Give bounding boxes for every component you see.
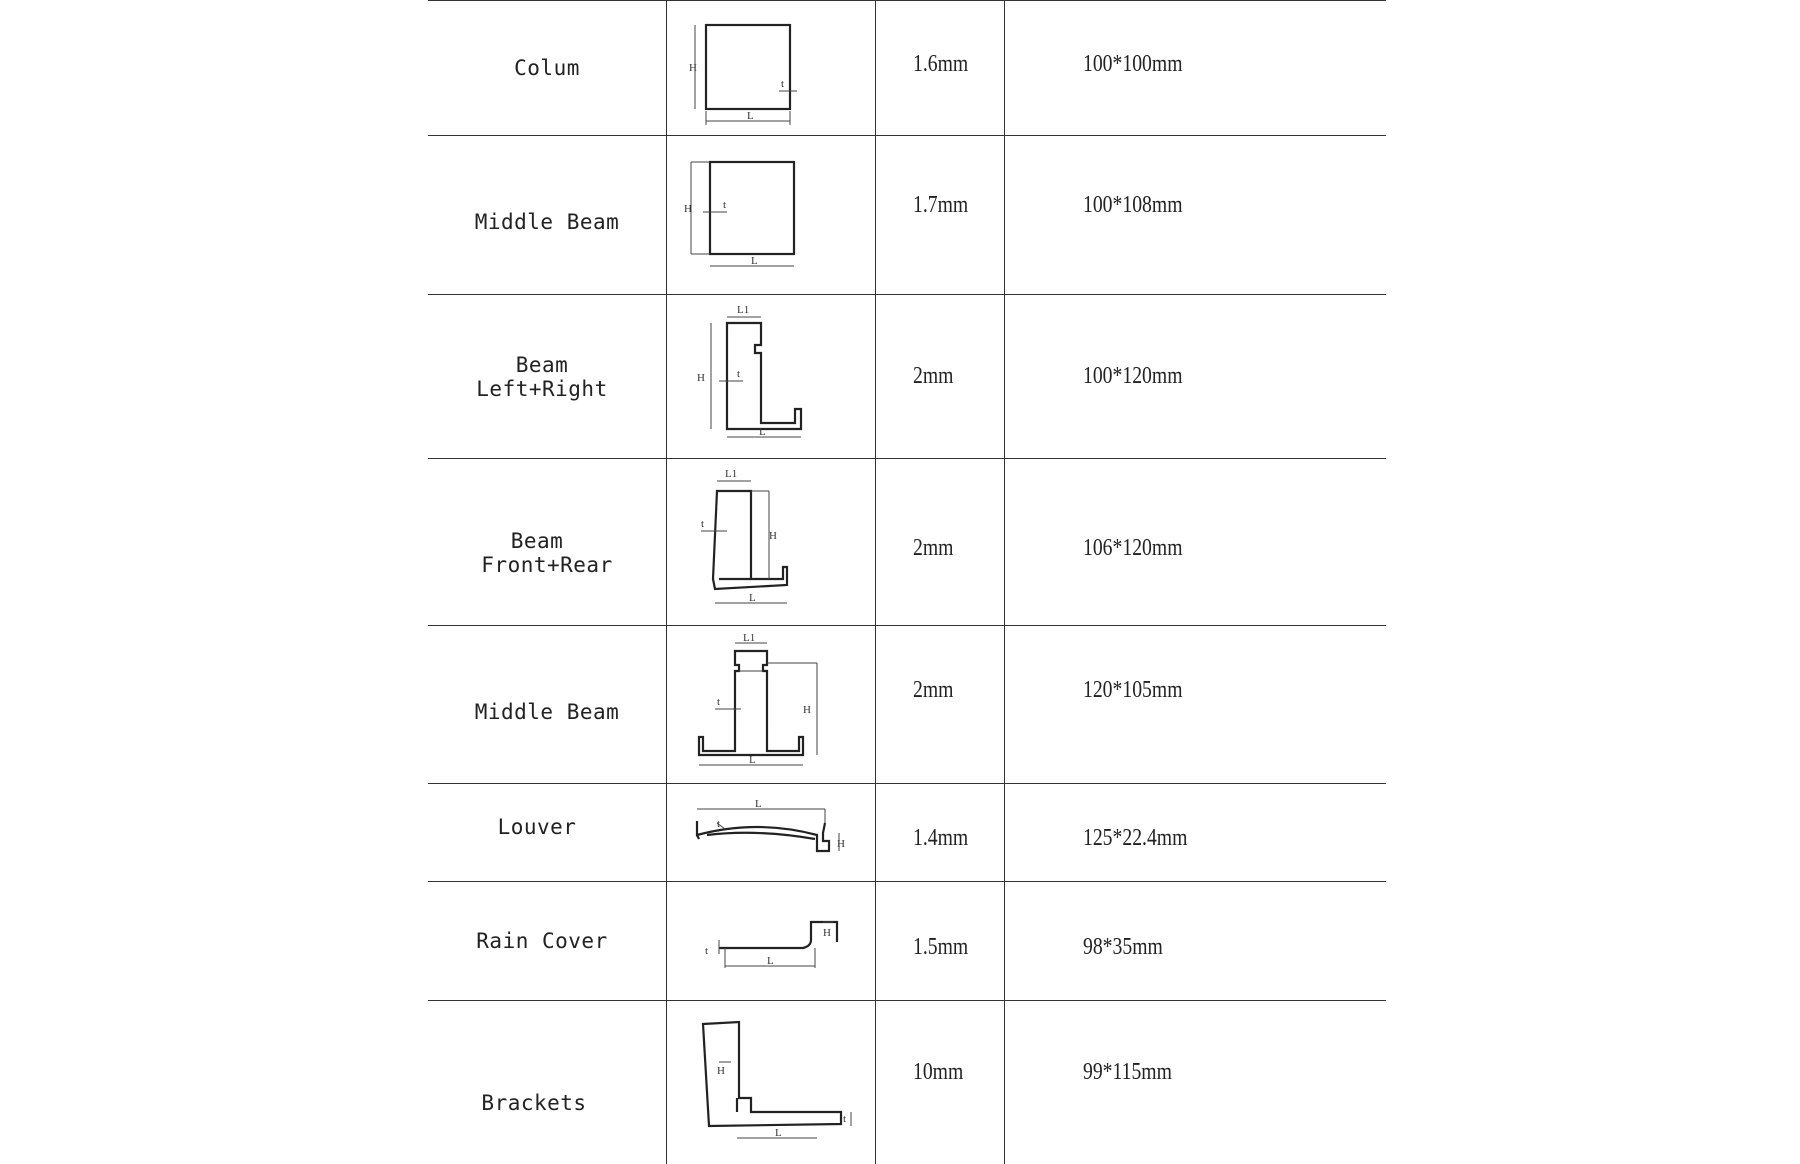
size-value: 98*35mm bbox=[1083, 933, 1163, 960]
square-tube-profile-icon bbox=[667, 3, 875, 133]
profile-drawing-cell bbox=[667, 1001, 876, 1164]
profile-name-cell bbox=[428, 136, 667, 295]
profile-name-line2: Left+Right bbox=[476, 376, 608, 401]
profile-name-cell bbox=[428, 295, 667, 459]
dim-lip-label: L1 bbox=[725, 468, 738, 480]
dim-length-label: L bbox=[767, 955, 774, 967]
table-row bbox=[428, 136, 1386, 295]
thickness-value: 10mm bbox=[913, 1058, 964, 1085]
dim-height-label: H bbox=[684, 203, 692, 215]
size-cell bbox=[1005, 1001, 1387, 1164]
table-row bbox=[428, 1001, 1386, 1164]
dim-thickness-label: t bbox=[717, 695, 721, 708]
dim-length-label: L bbox=[751, 255, 758, 267]
dim-thickness-label: t bbox=[701, 518, 705, 530]
thickness-value: 2mm bbox=[913, 534, 954, 561]
thickness-cell bbox=[876, 626, 1005, 784]
profile-drawing-cell bbox=[667, 882, 876, 1001]
profile-name-cell bbox=[428, 459, 667, 626]
gutter-beam-profile-icon bbox=[667, 297, 875, 457]
profile-name-line1: Beam bbox=[510, 529, 564, 553]
t-beam-profile-icon bbox=[667, 629, 875, 781]
dim-height-label: H bbox=[717, 1065, 725, 1078]
tapered-beam-profile-icon bbox=[667, 461, 875, 623]
dim-height-label: H bbox=[837, 837, 845, 850]
dim-height-label: H bbox=[823, 927, 831, 939]
profile-name: Middle Beam bbox=[474, 699, 620, 724]
thickness-value: 1.5mm bbox=[913, 933, 969, 960]
profile-name-cell bbox=[428, 784, 667, 882]
dim-thickness-label: t bbox=[843, 1113, 847, 1126]
dim-lip-label: L1 bbox=[737, 303, 750, 316]
dim-length-label: L bbox=[759, 425, 766, 438]
table-row bbox=[428, 784, 1386, 882]
size-value: 125*22.4mm bbox=[1083, 825, 1188, 851]
profile-name: Middle Beam bbox=[474, 210, 620, 234]
table-row bbox=[428, 626, 1386, 784]
square-tube-profile-icon bbox=[667, 140, 875, 290]
thickness-cell bbox=[876, 784, 1005, 882]
table-row bbox=[428, 882, 1386, 1001]
bracket-profile-icon bbox=[667, 1002, 875, 1162]
profile-name-line1: Beam bbox=[515, 352, 569, 377]
profile-name-line2: Front+Rear bbox=[481, 553, 613, 577]
size-value: 106*120mm bbox=[1083, 534, 1183, 561]
table-row bbox=[428, 1, 1386, 136]
dim-length-label: L bbox=[749, 753, 756, 766]
dim-length-label: L bbox=[755, 797, 762, 810]
thickness-cell bbox=[876, 1, 1005, 136]
dim-length-label: L bbox=[749, 592, 756, 604]
thickness-cell bbox=[876, 136, 1005, 295]
profile-name: Brackets bbox=[481, 1091, 587, 1116]
dim-height-label: H bbox=[689, 62, 697, 74]
louver-profile-icon bbox=[667, 785, 875, 881]
dim-height-label: H bbox=[803, 703, 811, 716]
rain-cover-profile-icon bbox=[667, 884, 875, 998]
profile-name-cell bbox=[428, 1, 667, 136]
thickness-cell bbox=[876, 1001, 1005, 1164]
dim-height-label: H bbox=[769, 530, 777, 542]
profile-drawing-cell bbox=[667, 295, 876, 459]
size-value: 120*105mm bbox=[1083, 677, 1183, 703]
profile-name: Louver bbox=[497, 814, 577, 839]
size-cell bbox=[1005, 295, 1387, 459]
profile-name: Rain Cover bbox=[476, 929, 608, 953]
thickness-cell bbox=[876, 459, 1005, 626]
profile-name-cell bbox=[428, 1001, 667, 1164]
dim-thickness-label: t bbox=[723, 199, 727, 211]
profile-drawing-cell bbox=[667, 626, 876, 784]
table-row bbox=[428, 459, 1386, 626]
dim-height-label: H bbox=[697, 371, 705, 384]
size-cell bbox=[1005, 784, 1387, 882]
size-value: 100*120mm bbox=[1083, 363, 1183, 389]
profile-name: Colum bbox=[514, 56, 580, 80]
dim-thickness-label: t bbox=[705, 945, 709, 957]
profile-drawing-cell bbox=[667, 136, 876, 295]
size-cell bbox=[1005, 136, 1387, 295]
dim-thickness-label: t bbox=[737, 367, 741, 380]
thickness-value: 2mm bbox=[913, 677, 954, 703]
size-value: 100*100mm bbox=[1083, 50, 1183, 77]
size-cell bbox=[1005, 1, 1387, 136]
size-cell bbox=[1005, 882, 1387, 1001]
dim-length-label: L bbox=[747, 110, 754, 122]
thickness-value: 2mm bbox=[913, 363, 954, 389]
dim-thickness-label: t bbox=[781, 78, 785, 90]
thickness-value: 1.7mm bbox=[913, 191, 969, 218]
profile-drawing-cell bbox=[667, 784, 876, 882]
thickness-value: 1.4mm bbox=[913, 825, 969, 851]
size-value: 99*115mm bbox=[1083, 1058, 1172, 1085]
table-row bbox=[428, 295, 1386, 459]
profile-drawing-cell bbox=[667, 459, 876, 626]
thickness-cell bbox=[876, 882, 1005, 1001]
profile-name-cell bbox=[428, 626, 667, 784]
thickness-cell bbox=[876, 295, 1005, 459]
profile-drawing-cell bbox=[667, 1, 876, 136]
size-cell bbox=[1005, 459, 1387, 626]
profile-name-cell bbox=[428, 882, 667, 1001]
size-cell bbox=[1005, 626, 1387, 784]
dim-lip-label: L1 bbox=[743, 631, 756, 644]
thickness-value: 1.6mm bbox=[913, 50, 969, 77]
size-value: 100*108mm bbox=[1083, 191, 1183, 218]
dim-length-label: L bbox=[775, 1127, 782, 1140]
dim-thickness-label: t bbox=[717, 817, 721, 830]
profile-spec-table bbox=[428, 0, 1386, 1164]
